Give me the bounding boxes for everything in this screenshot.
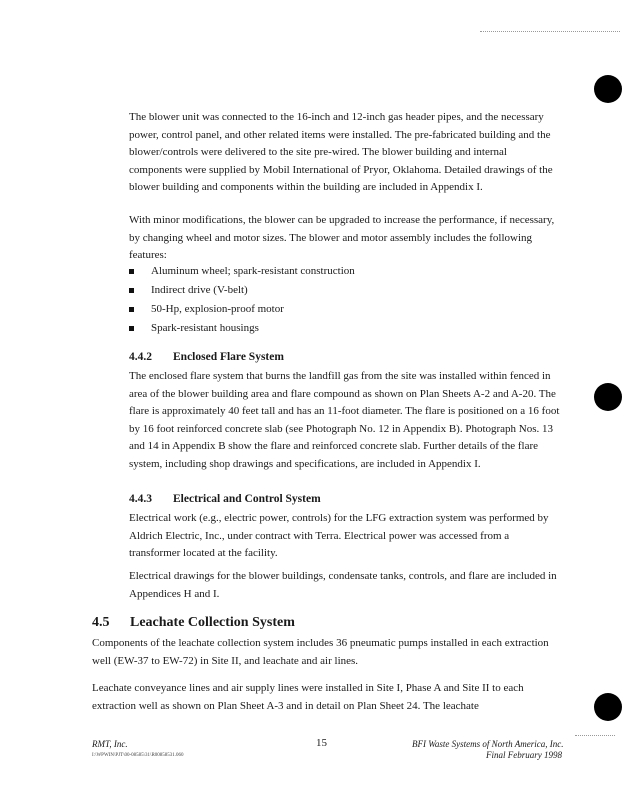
heading-enclosed-flare-system: [129, 351, 284, 363]
footer-file-path: I:\WPWIN\PJT\00-08585\31\R00858531.060: [92, 753, 184, 758]
paragraph-electrical-work: Electrical work (e.g., electric power, controls) for the LFG extraction system was performed by Aldrich Electric, Inc., under contract with Terra. Electrical power was accessed from a transformer located at the facility.: [129, 512, 549, 559]
list-item: Indirect drive (V-belt): [129, 281, 355, 300]
list-item: 50-Hp, explosion-proof motor: [129, 300, 355, 319]
scan-noise-top: [480, 31, 620, 33]
blower-features-list: [129, 262, 355, 338]
paragraph-flare-system: The enclosed flare system that burns the landfill gas from the site was installed within fenced in area of the blower building area and flare compound as shown on Plan Sheets A-2 and A-20. The flare is approximately 40 feet tall and has an 11-foot diameter. The flare is positioned on a 16 foot by 16 foot reinforced concrete slab (see Photograph No. 12 in Appendix B). Photograph Nos. 13 and 14 in Appendix B show the flare and reinforced concrete slab. Further details of the flare system, including shop drawings and specifications, are included in Appendix I.: [129, 370, 560, 470]
paragraph-blower-upgrade: With minor modifications, the blower can be upgraded to increase the performance, if necessary, by changing wheel and motor sizes. The blower and motor assembly includes the following features:: [129, 214, 555, 261]
punch-hole-middle: [594, 383, 622, 411]
heading-title: Leachate Collection System: [130, 615, 295, 630]
list-item: Spark-resistant housings: [129, 319, 355, 338]
paragraph-leachate-components: Components of the leachate collection system includes 36 pneumatic pumps installed in each extraction well (EW-37 to EW-72) in Site II, and leachate and air lines.: [92, 637, 549, 667]
heading-number: 4.5: [92, 615, 110, 630]
heading-leachate-collection-system: [92, 615, 295, 631]
heading-electrical-control-system: [129, 493, 321, 505]
heading-number: 4.4.3: [129, 493, 152, 505]
heading-number: 4.4.2: [129, 351, 152, 363]
paragraph-blower-unit: The blower unit was connected to the 16-inch and 12-inch gas header pipes, and the necessary power, control panel, and other related items were installed. The pre-fabricated building and the blower/controls were delivered to the site pre-wired. The blower building and internal components were supplied by Mobil International of Pryor, Oklahoma. Detailed drawings of the blower building and components within the building are included in Appendix I.: [129, 111, 553, 193]
list-item: Aluminum wheel; spark-resistant construction: [129, 262, 355, 281]
punch-hole-bottom: [594, 693, 622, 721]
punch-hole-top: [594, 75, 622, 103]
footer-page-number: 15: [316, 737, 327, 749]
footer-client: BFI Waste Systems of North America, Inc.: [412, 739, 564, 749]
heading-title: Electrical and Control System: [173, 493, 321, 505]
footer-company: RMT, Inc.: [92, 739, 128, 749]
paragraph-electrical-drawings: Electrical drawings for the blower buildings, condensate tanks, controls, and flare are included in Appendices H and I.: [129, 570, 557, 600]
paragraph-leachate-conveyance: Leachate conveyance lines and air supply lines were installed in Site I, Phase A and Site II to each extraction well as shown on Plan Sheet A-3 and in detail on Plan Sheet 24. The leachate: [92, 682, 524, 712]
scan-noise-right: [575, 735, 615, 737]
heading-title: Enclosed Flare System: [173, 351, 284, 363]
footer-date: Final February 1998: [486, 750, 562, 760]
